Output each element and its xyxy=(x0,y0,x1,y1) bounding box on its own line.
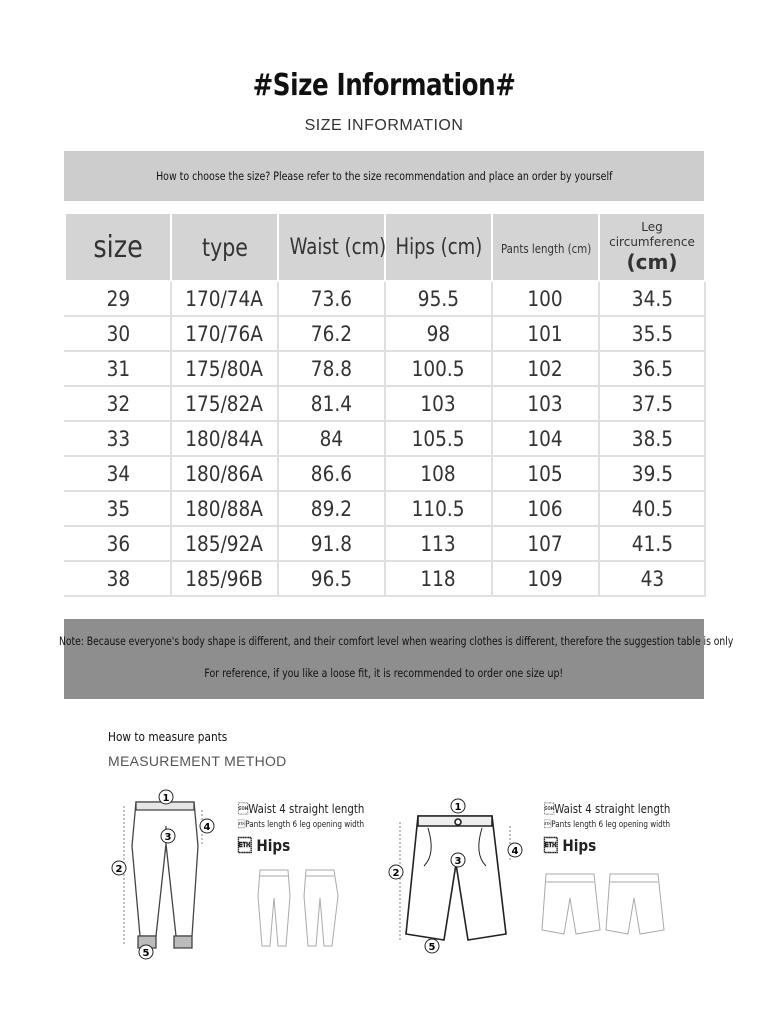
cell-hips: 118 xyxy=(385,561,492,596)
cell-pants-length: 106 xyxy=(492,491,599,526)
cell-size: 36 xyxy=(65,526,171,561)
cell-leg-circumference: 37.5 xyxy=(599,386,705,421)
col-hips: Hips (cm) xyxy=(385,213,492,281)
table-row xyxy=(65,456,705,491)
table-row xyxy=(65,281,705,316)
marker-4: 4 xyxy=(203,822,211,833)
cell-leg-circumference: 36.5 xyxy=(599,351,705,386)
note-line-2: For reference, if you like a loose fit, it is recommended to order one size up! xyxy=(204,666,564,680)
cell-waist: 91.8 xyxy=(278,526,385,561)
table-row xyxy=(65,561,705,596)
col-type: type xyxy=(171,213,278,281)
measure-method-label: MEASUREMENT METHOD xyxy=(108,753,287,769)
size-table xyxy=(64,212,706,597)
cell-size: 31 xyxy=(65,351,171,386)
cell-hips: 100.5 xyxy=(385,351,492,386)
col-leg-circumference: Leg circumference (cm) xyxy=(599,213,705,281)
cell-size: 34 xyxy=(65,456,171,491)
cell-pants-length: 103 xyxy=(492,386,599,421)
marker-1: 1 xyxy=(162,793,170,804)
cell-type: 180/84A xyxy=(171,421,278,456)
cell-leg-circumference: 43 xyxy=(599,561,705,596)
cell-leg-circumference: 34.5 xyxy=(599,281,705,316)
marker-3: 3 xyxy=(164,832,172,843)
long-pants-diagram xyxy=(104,786,234,961)
shorts-marker-2: 2 xyxy=(392,868,400,879)
cell-pants-length: 104 xyxy=(492,421,599,456)
cell-pants-length: 101 xyxy=(492,316,599,351)
cell-leg-circumference: 40.5 xyxy=(599,491,705,526)
cell-pants-length: 105 xyxy=(492,456,599,491)
table-row xyxy=(65,421,705,456)
cell-waist: 81.4 xyxy=(278,386,385,421)
cell-leg-circumference: 39.5 xyxy=(599,456,705,491)
cell-type: 175/80A xyxy=(171,351,278,386)
measure-heading: How to measure pants xyxy=(108,730,228,744)
shorts-marker-3: 3 xyxy=(454,856,462,867)
cell-type: 175/82A xyxy=(171,386,278,421)
cell-pants-length: 107 xyxy=(492,526,599,561)
cell-waist: 78.8 xyxy=(278,351,385,386)
cell-waist: 86.6 xyxy=(278,456,385,491)
cell-hips: 103 xyxy=(385,386,492,421)
cell-pants-length: 109 xyxy=(492,561,599,596)
long-pants-thumbnails xyxy=(254,866,344,950)
shorts-diagram xyxy=(384,794,534,956)
marker-5: 5 xyxy=(142,948,150,959)
cell-waist: 76.2 xyxy=(278,316,385,351)
cell-size: 33 xyxy=(65,421,171,456)
cell-type: 170/74A xyxy=(171,281,278,316)
marker-2: 2 xyxy=(115,864,123,875)
table-row xyxy=(65,386,705,421)
cell-hips: 108 xyxy=(385,456,492,491)
cell-hips: 105.5 xyxy=(385,421,492,456)
table-row xyxy=(65,316,705,351)
table-row xyxy=(65,491,705,526)
size-guide-text: How to choose the size? Please refer to the size recommendation and place an order by yourself xyxy=(155,169,613,183)
size-guide-banner xyxy=(64,151,704,201)
note-banner xyxy=(59,619,734,699)
cell-leg-circumference: 38.5 xyxy=(599,421,705,456)
cell-type: 180/88A xyxy=(171,491,278,526)
table-header-row xyxy=(65,213,705,281)
shorts-marker-1: 1 xyxy=(454,802,462,813)
col-waist: Waist (cm) xyxy=(278,213,385,281)
cell-size: 38 xyxy=(65,561,171,596)
cell-waist: 84 xyxy=(278,421,385,456)
cell-type: 185/96B xyxy=(171,561,278,596)
page-title: #Size Information# xyxy=(252,68,516,103)
cell-hips: 110.5 xyxy=(385,491,492,526)
cell-leg-circumference: 35.5 xyxy=(599,316,705,351)
cell-waist: 89.2 xyxy=(278,491,385,526)
cell-type: 180/86A xyxy=(171,456,278,491)
note-line-1: Note: Because everyone's body shape is different, and their comfort level when wearing clothes is different, therefore the suggestion table is only xyxy=(59,634,734,648)
col-pants-length: Pants length (cm) xyxy=(492,213,599,281)
cell-hips: 98 xyxy=(385,316,492,351)
shorts-thumbnails xyxy=(540,868,670,940)
cell-size: 32 xyxy=(65,386,171,421)
cell-type: 170/76A xyxy=(171,316,278,351)
cell-pants-length: 100 xyxy=(492,281,599,316)
legend-right: Waist 4 straight length Pants length 6 leg opening width  Hips xyxy=(544,802,671,855)
shorts-marker-5: 5 xyxy=(428,942,436,953)
cell-size: 29 xyxy=(65,281,171,316)
table-row xyxy=(65,526,705,561)
page-subtitle: SIZE INFORMATION xyxy=(304,117,464,134)
cell-size: 35 xyxy=(65,491,171,526)
table-row xyxy=(65,351,705,386)
cell-leg-circumference: 41.5 xyxy=(599,526,705,561)
cell-type: 185/92A xyxy=(171,526,278,561)
cell-size: 30 xyxy=(65,316,171,351)
cell-waist: 96.5 xyxy=(278,561,385,596)
col-size: size xyxy=(65,213,171,281)
cell-hips: 113 xyxy=(385,526,492,561)
cell-pants-length: 102 xyxy=(492,351,599,386)
shorts-marker-4: 4 xyxy=(511,846,519,857)
cell-waist: 73.6 xyxy=(278,281,385,316)
legend-left: Waist 4 straight length Pants length 6 leg opening width  Hips xyxy=(238,802,365,855)
cell-hips: 95.5 xyxy=(385,281,492,316)
